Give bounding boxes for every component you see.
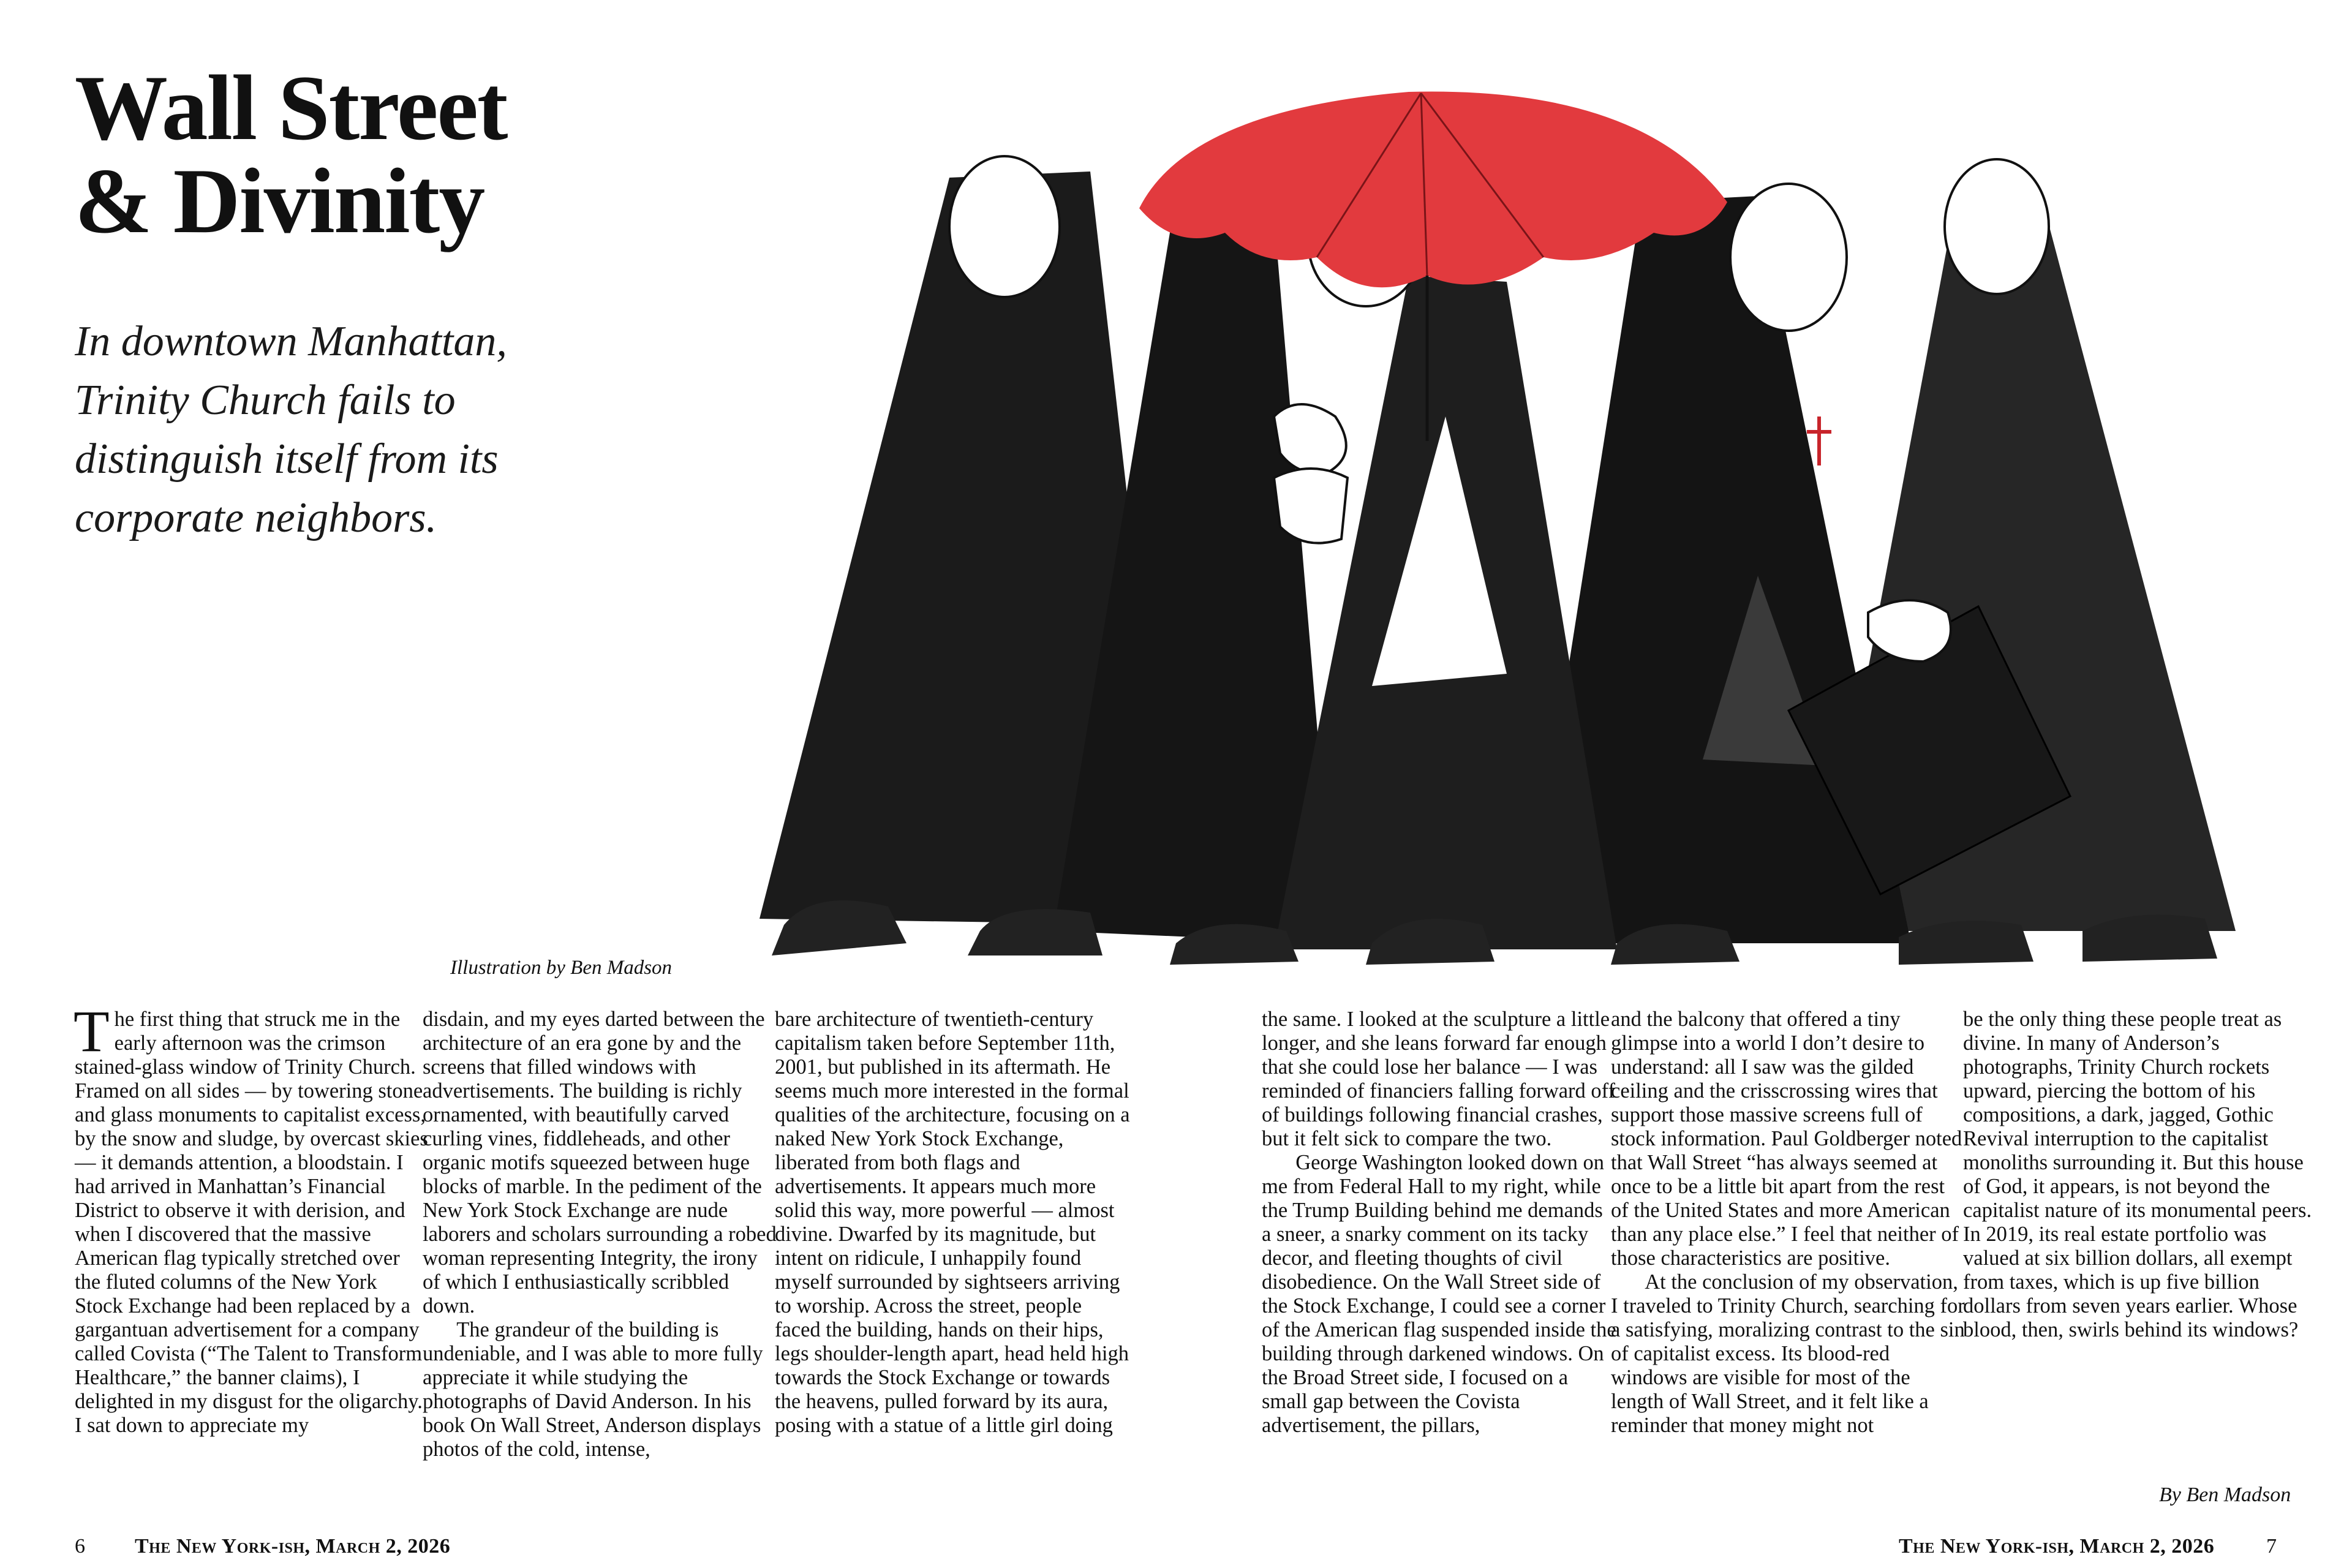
- article-column-4: [1262, 1008, 1617, 1438]
- byline: By Ben Madson: [2159, 1483, 2291, 1506]
- headline: [75, 56, 507, 252]
- article-column-6: [1963, 1008, 2318, 1342]
- deck: In downtown Manhattan, Trinity Church fails to distinguish itself from its corporate neighbors.: [75, 318, 507, 541]
- page-number-left: 6: [75, 1535, 85, 1558]
- headline-line-2: & Divinity: [75, 149, 484, 252]
- article-text: he first thing that struck me in the early afternoon was the crimson stained-glass window of Trinity Church. Framed on all sides — by towering stone and glass monuments to capitalist excess, by the snow and sludge, by overcast skies — it demands attention, a bloodstain. I had arrived in Manhattan’s Financial District to observe it with derision, and when I discovered that the massive American flag typically stretched over the fluted columns of the New York Stock Exchange had been replaced by a gargantuan advertisement for a company called Covista (“The Talent to Transform Healthcare,” the banner claims), I delighted in my disgust for the oligarchy. I sat down to appreciate my: [75, 1008, 428, 1437]
- article-paragraph: and the balcony that offered a tiny glimpse into a world I don’t desire to understand: all I saw was the gilded ceiling and the crisscrossing wires that support those massive screens full of stock information. Paul Goldberger noted that Wall Street “has always seemed at once to be a little bit apart from the rest of the United States and more American than any place else.” I feel that neither of those characteristics are positive.: [1611, 1008, 1962, 1270]
- article-paragraph: bare architecture of twentieth-century capitalism taken before September 11th, 2001, but published in its aftermath. He seems much more interested in the formal qualities of the architecture, focusing on a naked New York Stock Exchange, liberated from both flags and advertisements. It appears much more solid this way, more powerful — almost divine. Dwarfed by its magnitude, but intent on ridicule, I unhappily found myself surrounded by sightseers arriving to worship. Across the street, people faced the building, hands on their hips, legs shoulder-length apart, head held high towards the Stock Exchange or towards the heavens, pulled forward by its aura, posing with a statue of a little girl doing: [775, 1008, 1130, 1437]
- article-paragraph: disdain, and my eyes darted between the architecture of an era gone by and the screens that filled windows with advertisements. The building is richly ornamented, with beautifully carved curling vines, fiddleheads, and other organic motifs squeezed between huge blocks of marble. In the pediment of the New York Stock Exchange are nude laborers and scholars surrounding a robed woman representing Integrity, the irony of which I enthusiastically scribbled down.: [423, 1008, 777, 1317]
- illustration-figures-umbrella: [747, 74, 2291, 968]
- article-paragraph: At the conclusion of my observation, I traveled to Trinity Church, searching for a satisfying, moralizing contrast to the sin of capitalist excess. Its blood-red windows are visible for most of the length of Wall Street, and it felt like a reminder that money might not: [1611, 1270, 1965, 1437]
- page-number-right: 7: [2266, 1535, 2277, 1558]
- article-column-2: [423, 1008, 778, 1461]
- publication-line-right: The New York-ish, March 2, 2026: [1899, 1535, 2215, 1558]
- article-paragraph: the same. I looked at the sculpture a little longer, and she leans forward far enough that she could lose her balance — I was reminded of financiers falling forward off of buildings following financial crashes, but it felt sick to compare the two.: [1262, 1008, 1616, 1150]
- illustration-credit: Illustration by Ben Madson: [450, 957, 673, 979]
- article-paragraph: [74, 998, 430, 1438]
- publication-line-left: The New York-ish, March 2, 2026: [135, 1535, 451, 1558]
- article-column-3: [775, 1008, 1130, 1438]
- drop-cap: T: [74, 998, 110, 1064]
- article-paragraph: be the only thing these people treat as divine. In many of Anderson’s photographs, Trinity Church rockets upward, piercing the bottom of his compositions, a dark, jagged, Gothic Revival interruption to the capitalist monoliths surrounding it. But this house of God, it appears, is not beyond the capitalist nature of its monumental peers. In 2019, its real estate portfolio was valued at six billion dollars, all exempt from taxes, which is up five billion dollars from seven years earlier. Whose blood, then, swirls behind its windows?: [1963, 1008, 2312, 1341]
- article-column-1: [74, 998, 430, 1438]
- headline-line-1: Wall Street: [75, 56, 507, 159]
- article-paragraph: George Washington looked down on me from Federal Hall to my right, while the Trump Building behind me demands a sneer, a snarky comment on its tacky decor, and fleeting thoughts of civil disobedience. On the Wall Street side of the Stock Exchange, I could see a corner of the American flag suspended inside the building through darkened windows. On the Broad Street side, I focused on a small gap between the Covista advertisement, the pillars,: [1262, 1151, 1616, 1437]
- article-paragraph: The grandeur of the building is undeniable, and I was able to more fully appreciate it while studying the photographs of David Anderson. In his book On Wall Street, Anderson displays photos of the cold, intense,: [423, 1318, 763, 1461]
- article-column-5: [1611, 1008, 1966, 1438]
